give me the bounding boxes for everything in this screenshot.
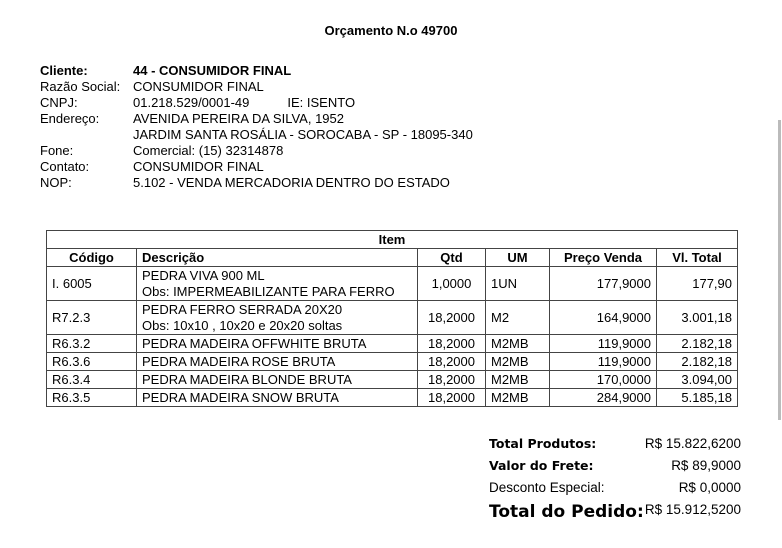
total-pedido-label: Total do Pedido: bbox=[489, 502, 644, 522]
nop-label: NOP: bbox=[40, 175, 72, 190]
cell-qtd: 18,2000 bbox=[418, 353, 486, 371]
cell-um: M2 bbox=[486, 301, 550, 335]
item-obs: Obs: 10x10 , 10x20 e 20x20 soltas bbox=[142, 317, 343, 333]
razao-label: Razão Social: bbox=[40, 79, 121, 94]
cell-preco: 170,0000 bbox=[550, 371, 657, 389]
cell-preco: 119,9000 bbox=[550, 335, 657, 353]
cell-qtd: 18,2000 bbox=[418, 301, 486, 335]
table-row bbox=[47, 353, 738, 371]
cell-total: 5.185,18 bbox=[657, 389, 738, 407]
item-obs: Obs: IMPERMEABILIZANTE PARA FERRO bbox=[142, 283, 395, 299]
header-descricao: Descrição bbox=[137, 249, 418, 267]
cell-desc bbox=[137, 335, 418, 353]
cell-codigo: R6.3.4 bbox=[47, 371, 137, 389]
cnpj-value: 01.218.529/0001-49 bbox=[133, 95, 250, 110]
fone-label: Fone: bbox=[40, 143, 74, 158]
scrollbar[interactable] bbox=[778, 120, 781, 420]
total-produtos-label: Total Produtos: bbox=[489, 436, 597, 451]
total-pedido-value: R$ 15.912,5200 bbox=[644, 502, 741, 517]
item-description: PEDRA MADEIRA OFFWHITE BRUTA bbox=[142, 335, 367, 351]
ie-value: IE: ISENTO bbox=[287, 95, 356, 110]
table-row bbox=[47, 301, 738, 335]
item-description: PEDRA MADEIRA BLONDE BRUTA bbox=[142, 371, 352, 387]
table-caption: Item bbox=[47, 231, 738, 249]
header-total: Vl. Total bbox=[657, 249, 738, 267]
item-description: PEDRA MADEIRA SNOW BRUTA bbox=[142, 389, 339, 405]
cliente-value: 44 - CONSUMIDOR FINAL bbox=[133, 63, 292, 78]
table-row bbox=[47, 267, 738, 301]
cell-total: 2.182,18 bbox=[657, 353, 738, 371]
cell-um: M2MB bbox=[486, 335, 550, 353]
items-table bbox=[46, 230, 738, 407]
cnpj-label: CNPJ: bbox=[40, 95, 78, 110]
contato-label: Contato: bbox=[40, 159, 90, 174]
cell-codigo: R6.3.5 bbox=[47, 389, 137, 407]
header-codigo: Código bbox=[47, 249, 137, 267]
document-title: Orçamento N.o 49700 bbox=[324, 23, 458, 38]
cliente-label: Cliente: bbox=[40, 63, 88, 78]
cell-um: M2MB bbox=[486, 371, 550, 389]
cell-um: M2MB bbox=[486, 389, 550, 407]
cell-total: 3.001,18 bbox=[657, 301, 738, 335]
frete-value: R$ 89,9000 bbox=[671, 458, 741, 473]
item-description: PEDRA VIVA 900 ML bbox=[142, 267, 265, 283]
contato-value: CONSUMIDOR FINAL bbox=[133, 159, 264, 174]
cell-qtd: 18,2000 bbox=[418, 371, 486, 389]
cell-preco: 177,9000 bbox=[550, 267, 657, 301]
cell-desc bbox=[137, 371, 418, 389]
cell-total: 3.094,00 bbox=[657, 371, 738, 389]
header-um: UM bbox=[486, 249, 550, 267]
header-preco: Preço Venda bbox=[550, 249, 657, 267]
cell-codigo: R6.3.6 bbox=[47, 353, 137, 371]
cell-um: M2MB bbox=[486, 353, 550, 371]
desconto-value: R$ 0,0000 bbox=[678, 480, 741, 495]
cell-total: 2.182,18 bbox=[657, 335, 738, 353]
item-description: PEDRA MADEIRA ROSE BRUTA bbox=[142, 353, 336, 369]
endereco-line1: AVENIDA PEREIRA DA SILVA, 1952 bbox=[133, 111, 344, 126]
header-qtd: Qtd bbox=[418, 249, 486, 267]
cell-total: 177,90 bbox=[657, 267, 738, 301]
cell-codigo: R6.3.2 bbox=[47, 335, 137, 353]
cell-codigo: I. 6005 bbox=[47, 267, 137, 301]
endereco-label: Endereço: bbox=[40, 111, 100, 126]
total-produtos-value: R$ 15.822,6200 bbox=[644, 436, 741, 451]
cell-um: 1UN bbox=[486, 267, 550, 301]
cell-desc bbox=[137, 267, 418, 301]
item-description: PEDRA FERRO SERRADA 20X20 bbox=[142, 301, 343, 317]
cell-qtd: 18,2000 bbox=[418, 389, 486, 407]
totals-block bbox=[489, 436, 741, 524]
desconto-label: Desconto Especial: bbox=[489, 480, 605, 495]
table-row bbox=[47, 371, 738, 389]
cell-desc bbox=[137, 389, 418, 407]
table-row bbox=[47, 389, 738, 407]
cell-desc bbox=[137, 353, 418, 371]
frete-label: Valor do Frete: bbox=[489, 458, 594, 473]
table-row bbox=[47, 335, 738, 353]
cell-desc bbox=[137, 301, 418, 335]
nop-value: 5.102 - VENDA MERCADORIA DENTRO DO ESTADO bbox=[133, 175, 450, 190]
fone-value: Comercial: (15) 32314878 bbox=[133, 143, 284, 158]
razao-value: CONSUMIDOR FINAL bbox=[133, 79, 264, 94]
cell-qtd: 18,2000 bbox=[418, 335, 486, 353]
cell-preco: 164,9000 bbox=[550, 301, 657, 335]
endereco-line2: JARDIM SANTA ROSÁLIA - SOROCABA - SP - 18095-340 bbox=[133, 127, 473, 142]
cell-codigo: R7.2.3 bbox=[47, 301, 137, 335]
cell-qtd: 1,0000 bbox=[418, 267, 486, 301]
cell-preco: 284,9000 bbox=[550, 389, 657, 407]
cell-preco: 119,9000 bbox=[550, 353, 657, 371]
